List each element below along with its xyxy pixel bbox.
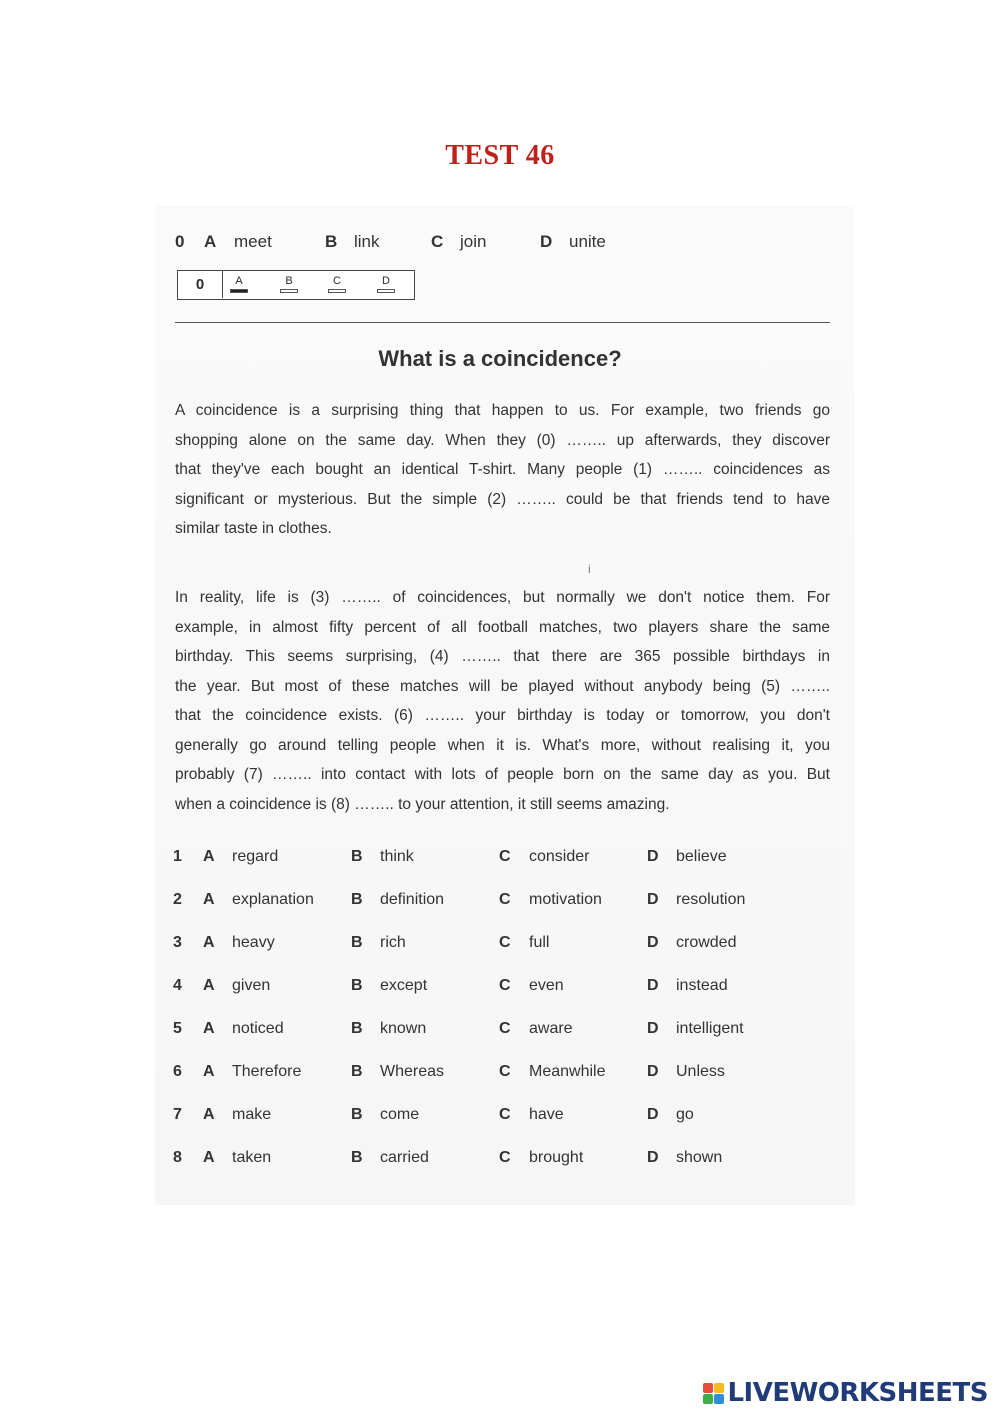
question-row [173, 848, 793, 878]
option-d: Unless [676, 1063, 725, 1080]
paragraph-line: example, in almost fifty percent of all football matches, two players share the same [175, 618, 830, 636]
page-title: TEST 46 [445, 140, 555, 171]
option-letter-a: A [203, 1020, 215, 1037]
option-letter-a: A [203, 977, 215, 994]
example-number: 0 [175, 232, 185, 251]
paragraph-line: shopping alone on the same day. When they (0) …….. up afterwards, they discover [175, 431, 830, 449]
answer-bubble-a-mark [230, 289, 248, 293]
option-a: make [232, 1106, 272, 1123]
option-letter-d: D [647, 1106, 659, 1123]
option-letter-a: A [203, 1063, 215, 1080]
option-letter-a: A [203, 891, 215, 908]
option-c: Meanwhile [529, 1063, 606, 1080]
option-d: believe [676, 848, 727, 865]
option-b: come [380, 1106, 420, 1123]
option-c: motivation [529, 891, 602, 908]
answer-box-number: 0 [178, 271, 223, 298]
logo-square [714, 1394, 724, 1404]
option-b: known [380, 1020, 427, 1037]
option-b: except [380, 977, 428, 994]
answer-bubble-d-mark [377, 289, 395, 293]
example-option-d: unite [569, 232, 606, 251]
option-letter-d: D [647, 1020, 659, 1037]
option-b: Whereas [380, 1063, 445, 1080]
option-a: Therefore [232, 1063, 302, 1080]
answer-bubble-a-label: A [235, 275, 243, 287]
option-letter-c: C [499, 977, 511, 994]
option-letter-c: C [499, 1149, 511, 1166]
question-row [173, 934, 793, 964]
option-letter-d: D [647, 934, 659, 951]
option-letter-c: C [499, 848, 511, 865]
option-letter-d: D [647, 891, 659, 908]
option-letter-b: B [351, 891, 363, 908]
question-number: 4 [173, 977, 182, 994]
option-a: heavy [232, 934, 275, 951]
example-option-a: meet [234, 232, 272, 251]
liveworksheets-brand [703, 1378, 988, 1408]
option-letter-d: D [647, 977, 659, 994]
option-letter-b: B [351, 977, 363, 994]
paragraph-line: when a coincidence is (8) …….. to your attention, it still seems amazing. [175, 795, 670, 813]
example-letter-c: C [431, 232, 444, 251]
option-letter-b: B [351, 848, 363, 865]
option-letter-a: A [203, 1149, 215, 1166]
example-option-b: link [354, 232, 380, 251]
option-d: instead [676, 977, 728, 994]
paragraph-line: significant or mysterious. But the simple (2) …….. could be that friends tend to have [175, 490, 830, 508]
question-number: 5 [173, 1020, 182, 1037]
logo-square [703, 1383, 713, 1393]
passage-title: What is a coincidence? [378, 346, 622, 371]
paragraph-line: birthday. This seems surprising, (4) …….. that there are 365 possible birthdays in [175, 648, 830, 665]
option-letter-c: C [499, 891, 511, 908]
scan-mark: i [588, 562, 591, 576]
question-row [173, 1149, 793, 1179]
example-letter-a: A [204, 232, 217, 251]
option-d: intelligent [676, 1020, 744, 1037]
passage-paragraph-2 [175, 583, 830, 819]
option-letter-c: C [499, 1106, 511, 1123]
option-letter-b: B [351, 934, 363, 951]
option-c: even [529, 977, 564, 994]
brand-name: LIVEWORKSHEETS [727, 1378, 988, 1408]
answer-bubble-c-mark [328, 289, 346, 293]
logo-square [703, 1394, 713, 1404]
option-b: carried [380, 1149, 429, 1166]
option-letter-b: B [351, 1063, 363, 1080]
passage-paragraph-1 [175, 396, 830, 544]
logo-square [714, 1383, 724, 1393]
option-c: consider [529, 848, 590, 865]
answer-bubble-c [326, 275, 348, 293]
example-letter-b: B [325, 232, 338, 251]
question-row [173, 891, 793, 921]
paragraph-line: A coincidence is a surprising thing that happen to us. For example, two friends go [175, 402, 830, 419]
question-number: 8 [173, 1149, 182, 1166]
question-number: 7 [173, 1106, 182, 1123]
option-letter-a: A [203, 934, 215, 951]
paragraph-line: probably (7) …….. into contact with lots of people born on the same day as you. But [175, 766, 830, 783]
option-letter-c: C [499, 1020, 511, 1037]
option-a: regard [232, 848, 279, 865]
question-number: 3 [173, 934, 182, 951]
question-number: 6 [173, 1063, 182, 1080]
option-b: definition [380, 891, 445, 908]
question-number: 1 [173, 848, 182, 865]
answer-bubble-b-label: B [285, 275, 293, 287]
option-letter-d: D [647, 848, 659, 865]
question-row [173, 1106, 793, 1136]
option-letter-c: C [499, 934, 511, 951]
option-d: shown [676, 1149, 723, 1166]
option-d: go [676, 1106, 694, 1123]
option-b: rich [380, 934, 406, 951]
option-a: given [232, 977, 271, 994]
answer-bubble-c-label: C [333, 275, 341, 287]
option-letter-b: B [351, 1106, 363, 1123]
option-letter-a: A [203, 848, 215, 865]
answer-bubble-b-mark [280, 289, 298, 293]
liveworksheets-logo-icon [703, 1383, 724, 1404]
option-c: full [529, 934, 550, 951]
question-row [173, 1063, 793, 1093]
question-row [173, 1020, 793, 1050]
option-d: resolution [676, 891, 746, 908]
divider [175, 322, 830, 323]
answer-bubble-b [278, 275, 300, 293]
option-letter-d: D [647, 1063, 659, 1080]
example-answer-box [177, 270, 415, 300]
option-letter-d: D [647, 1149, 659, 1166]
answer-bubble-a [228, 275, 250, 293]
paragraph-line: that they've each bought an identical T-shirt. Many people (1) …….. coincidences as [175, 461, 830, 478]
option-letter-b: B [351, 1149, 363, 1166]
option-c: brought [529, 1149, 584, 1166]
question-row [173, 977, 793, 1007]
option-a: taken [232, 1149, 272, 1166]
answer-bubble-d [375, 275, 397, 293]
option-letter-b: B [351, 1020, 363, 1037]
option-c: have [529, 1106, 564, 1123]
option-a: noticed [232, 1020, 284, 1037]
option-c: aware [529, 1020, 573, 1037]
option-d: crowded [676, 934, 737, 951]
option-a: explanation [232, 891, 314, 908]
question-number: 2 [173, 891, 182, 908]
example-option-c: join [460, 232, 487, 251]
paragraph-line: that the coincidence exists. (6) …….. your birthday is today or tomorrow, you don't [175, 707, 830, 724]
option-b: think [380, 848, 414, 865]
answer-bubble-d-label: D [382, 275, 390, 287]
paragraph-line: generally go around telling people when it is. What's more, without realising it, you [175, 736, 830, 754]
paragraph-line: similar taste in clothes. [175, 520, 332, 537]
example-letter-d: D [540, 232, 553, 251]
option-letter-c: C [499, 1063, 511, 1080]
paragraph-line: In reality, life is (3) …….. of coincidences, but normally we don't notice them. For [175, 589, 830, 606]
option-letter-a: A [203, 1106, 215, 1123]
paragraph-line: the year. But most of these matches will be played without anybody being (5) …….. [175, 677, 830, 695]
